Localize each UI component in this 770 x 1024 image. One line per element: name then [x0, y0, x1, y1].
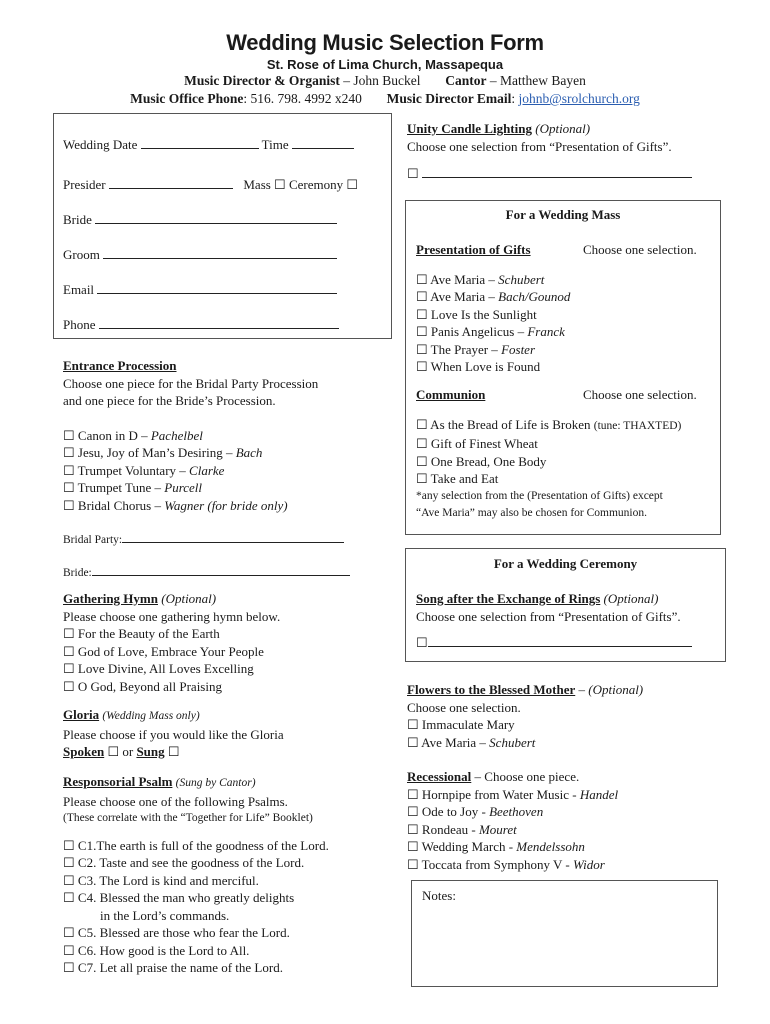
bride-row: [63, 212, 337, 228]
gifts-option[interactable]: ☐ Ave Maria – Bach/Gounod: [416, 289, 571, 304]
wedding-mass-title: For a Wedding Mass: [505, 207, 621, 222]
presider-row: [63, 177, 358, 193]
gloria-note: (Wedding Mass only): [102, 710, 200, 722]
communion-footnote: “Ave Maria” may also be chosen for Communion.: [416, 507, 647, 519]
groom-field[interactable]: [103, 247, 337, 259]
bride-procession-label: Bride:: [63, 567, 92, 579]
presider-label: Presider: [63, 177, 106, 192]
entrance-option[interactable]: ☐ Canon in D – Pachelbel: [63, 427, 203, 443]
flowers-heading: Flowers to the Blessed Mother: [407, 682, 576, 697]
gifts-option[interactable]: ☐ Love Is the Sunlight: [416, 306, 537, 322]
gifts-choose: Choose one selection.: [583, 242, 697, 257]
communion-footnote: *any selection from the (Presentation of Gifts) except: [416, 489, 663, 502]
flowers-dash: –: [578, 682, 585, 697]
communion-option[interactable]: ☐ As the Bread of Life is Broken (tune: THAXTED): [416, 416, 682, 432]
time-label: Time: [261, 137, 289, 152]
unity-section: [407, 120, 692, 183]
email-field[interactable]: [97, 282, 337, 294]
communion-option[interactable]: ☐ Gift of Finest Wheat: [416, 436, 538, 451]
gifts-option[interactable]: ☐ Ave Maria – Schubert: [416, 271, 545, 287]
flowers-section: [407, 681, 643, 751]
rings-checkbox[interactable]: ☐: [416, 635, 428, 650]
phone-label: Music Office Phone: [130, 91, 244, 106]
recessional-option[interactable]: ☐ Toccata from Symphony V - Widor: [407, 856, 605, 872]
recessional-option[interactable]: ☐ Rondeau - Mouret: [407, 821, 517, 837]
gathering-option[interactable]: ☐ For the Beauty of the Earth: [63, 626, 220, 641]
psalm-heading: Responsorial Psalm: [63, 774, 173, 789]
gathering-instruction: Please choose one gathering hymn below.: [63, 608, 281, 624]
email-row: [63, 282, 337, 298]
unity-field[interactable]: [422, 166, 692, 178]
psalm-option[interactable]: ☐ C2. Taste and see the goodness of the Lord.: [63, 855, 305, 870]
bride-procession-row: [63, 564, 350, 579]
psalm-option[interactable]: ☐ C3. The Lord is kind and merciful.: [63, 872, 259, 888]
time-field[interactable]: [292, 137, 354, 149]
rings-heading: Song after the Exchange of Rings: [416, 591, 601, 606]
cantor-name: – Matthew Bayen: [489, 73, 586, 88]
psalm-option[interactable]: ☐ C7. Let all praise the name of the Lord.: [63, 960, 283, 975]
mass-checkbox[interactable]: Mass ☐: [243, 177, 286, 192]
phone-field-label: Phone: [63, 317, 96, 332]
email-link[interactable]: johnb@srolchurch.org: [518, 91, 640, 106]
gloria-heading: Gloria: [63, 707, 100, 722]
phone-field[interactable]: [99, 317, 339, 329]
rings-instruction: Choose one selection from “Presentation of Gifts”.: [416, 608, 681, 624]
bridal-party-row: [63, 531, 344, 546]
rings-optional: (Optional): [603, 591, 659, 606]
phone-value: : 516. 798. 4992 x240: [243, 91, 362, 106]
groom-label: Groom: [63, 247, 100, 262]
bride-field[interactable]: [95, 212, 337, 224]
communion-section: [416, 386, 716, 523]
flowers-instruction: Choose one selection.: [407, 699, 521, 715]
gathering-heading: Gathering Hymn: [63, 591, 158, 606]
entrance-instruction: and one piece for the Bride’s Procession.: [63, 393, 276, 408]
recessional-section: [407, 768, 618, 873]
cantor-label: Cantor: [445, 73, 487, 88]
ceremony-checkbox[interactable]: Ceremony ☐: [288, 177, 359, 192]
recessional-instruction: – Choose one piece.: [471, 769, 580, 784]
gloria-instruction: Please choose if you would like the Gloria: [63, 726, 284, 742]
communion-choose: Choose one selection.: [583, 387, 697, 402]
unity-instruction: Choose one selection from “Presentation of Gifts”.: [407, 138, 672, 154]
psalm-option[interactable]: ☐ C1.The earth is full of the goodness of the Lord.: [63, 837, 329, 853]
recessional-option[interactable]: ☐ Hornpipe from Water Music - Handel: [407, 786, 619, 802]
psalm-option[interactable]: ☐ C5. Blessed are those who fear the Lord.: [63, 925, 290, 940]
unity-optional: (Optional): [535, 121, 591, 136]
flowers-option[interactable]: ☐ Immaculate Mary: [407, 717, 515, 732]
email-label: Music Director Email: [386, 91, 512, 106]
psalm-option[interactable]: ☐ C6. How good is the Lord to All.: [63, 942, 250, 958]
gathering-option[interactable]: ☐ Love Divine, All Loves Excelling: [63, 661, 254, 676]
entrance-section: [63, 357, 318, 514]
psalm-option-continued: in the Lord’s commands.: [100, 907, 230, 923]
communion-heading: Communion: [416, 387, 486, 402]
email-field-label: Email: [63, 282, 95, 297]
gloria-sung-label: Sung: [136, 744, 165, 759]
gifts-option[interactable]: ☐ When Love is Found: [416, 359, 541, 374]
recessional-option[interactable]: ☐ Ode to Joy - Beethoven: [407, 804, 544, 819]
phone-row: [63, 317, 339, 333]
gifts-section: [416, 241, 716, 376]
unity-checkbox[interactable]: ☐: [407, 166, 419, 181]
gathering-option[interactable]: ☐ God of Love, Embrace Your People: [63, 643, 264, 659]
gloria-sung-checkbox[interactable]: ☐: [167, 744, 180, 759]
page-title: Wedding Music Selection Form: [226, 30, 544, 55]
rings-field[interactable]: [428, 635, 692, 647]
entrance-instruction: Choose one piece for the Bridal Party Procession: [63, 375, 319, 391]
gloria-spoken-label: Spoken: [63, 744, 105, 759]
gifts-option[interactable]: ☐ The Prayer – Foster: [416, 341, 536, 357]
gifts-option[interactable]: ☐ Panis Angelicus – Franck: [416, 324, 565, 339]
director-label: Music Director & Organist: [184, 73, 340, 88]
entrance-option[interactable]: ☐ Trumpet Tune – Purcell: [63, 480, 203, 495]
staff-line: [0, 73, 770, 89]
gloria-spoken-checkbox[interactable]: ☐ or: [107, 744, 134, 759]
tune-note: (tune: THAXTED): [593, 419, 682, 432]
gathering-section: [63, 590, 280, 695]
psalm-section: [63, 773, 329, 977]
gifts-heading: Presentation of Gifts: [416, 242, 531, 257]
recessional-heading: Recessional: [407, 769, 472, 784]
unity-heading: Unity Candle Lighting: [407, 121, 532, 136]
email-colon: :: [511, 91, 516, 106]
wedding-date-row: [63, 137, 354, 153]
entrance-heading: Entrance Procession: [63, 358, 177, 373]
recessional-option[interactable]: ☐ Wedding March - Mendelssohn: [407, 839, 585, 854]
groom-row: [63, 247, 337, 263]
gathering-optional: (Optional): [161, 591, 217, 606]
bride-procession-field[interactable]: [92, 564, 350, 576]
notes-label: Notes:: [422, 888, 456, 903]
psalm-booklet-note: (These correlate with the “Together for Life” Booklet): [63, 812, 313, 824]
entrance-option[interactable]: ☐ Bridal Chorus – Wagner (for bride only): [63, 497, 288, 513]
communion-option[interactable]: ☐ One Bread, One Body: [416, 453, 547, 469]
bride-label: Bride: [63, 212, 92, 227]
communion-option[interactable]: ☐ Take and Eat: [416, 471, 499, 486]
bridal-party-field[interactable]: [122, 531, 344, 543]
wedding-ceremony-title: For a Wedding Ceremony: [493, 556, 638, 571]
gathering-option[interactable]: ☐ O God, Beyond all Praising: [63, 678, 222, 694]
psalm-option[interactable]: ☐ C4. Blessed the man who greatly delights: [63, 890, 295, 905]
church-name: St. Rose of Lima Church, Massapequa: [266, 57, 504, 72]
gloria-section: [63, 706, 284, 761]
entrance-option[interactable]: ☐ Jesu, Joy of Man’s Desiring – Bach: [63, 445, 263, 460]
bridal-party-label: Bridal Party:: [63, 534, 123, 546]
entrance-option[interactable]: ☐ Trumpet Voluntary – Clarke: [63, 462, 225, 478]
wedding-date-label: Wedding Date: [63, 137, 138, 152]
psalm-note: (Sung by Cantor): [175, 777, 256, 789]
notes-box[interactable]: [411, 880, 718, 987]
contact-line: [0, 91, 770, 107]
director-name: – John Buckel: [343, 73, 421, 88]
psalm-instruction: Please choose one of the following Psalms.: [63, 793, 288, 809]
wedding-date-field[interactable]: [141, 137, 259, 149]
flowers-optional: (Optional): [588, 682, 644, 697]
presider-field[interactable]: [109, 177, 233, 189]
flowers-option[interactable]: ☐ Ave Maria – Schubert: [407, 734, 536, 750]
rings-section: [416, 590, 692, 652]
